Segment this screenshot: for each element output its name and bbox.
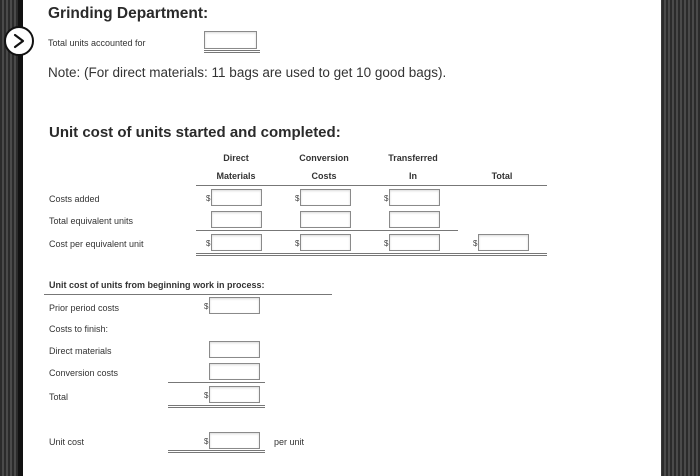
finish-rule (168, 382, 265, 383)
section-title-beginning-wip: Unit cost of units from beginning work in process: (49, 280, 265, 290)
cost-per-eq-dm-input[interactable] (211, 234, 262, 251)
row-label-unit-cost: Unit cost (49, 437, 85, 447)
dollar-sign: $ (384, 194, 389, 203)
prior-period-costs-input[interactable] (209, 297, 260, 314)
note-text: Note: (For direct materials: 11 bags are used to get 10 good bags). (48, 65, 447, 80)
row-label-conversion-costs: Conversion costs (49, 368, 119, 378)
total-double-rule (168, 405, 265, 408)
eq-units-dm-input[interactable] (211, 211, 262, 228)
row-label-direct-materials: Direct materials (49, 346, 112, 356)
row-label-cost-per-eq-unit: Cost per equivalent unit (49, 239, 144, 249)
dollar-sign: $ (206, 194, 211, 203)
col-header-conversion: Conversion (299, 153, 349, 163)
col-header-direct: Direct (223, 153, 249, 163)
dollar-sign: $ (473, 239, 478, 248)
dollar-sign: $ (295, 239, 300, 248)
cost-per-eq-double-rule (196, 253, 547, 256)
col-header-materials: Materials (216, 171, 256, 181)
eq-units-rule (196, 230, 458, 231)
unit-cost-input[interactable] (209, 432, 260, 449)
dollar-sign: $ (384, 239, 389, 248)
dollar-sign: $ (204, 302, 209, 311)
header-rule (196, 185, 547, 186)
unit-cost-double-rule (168, 450, 265, 453)
eq-units-cc-input[interactable] (300, 211, 351, 228)
row-label-total: Total (49, 392, 69, 402)
left-accent-bar (18, 0, 23, 476)
row-label-costs-added: Costs added (49, 194, 100, 204)
dollar-sign: $ (204, 391, 209, 400)
cost-per-eq-ti-input[interactable] (389, 234, 440, 251)
dollar-sign: $ (206, 239, 211, 248)
section-title-unit-cost: Unit cost of units started and completed: (49, 124, 341, 141)
right-border (662, 0, 700, 476)
department-title: Grinding Department: (48, 5, 209, 22)
col-header-in: In (409, 171, 417, 181)
finish-cc-input[interactable] (209, 363, 260, 380)
dollar-sign: $ (204, 437, 209, 446)
costs-added-dm-input[interactable] (211, 189, 262, 206)
costs-added-cc-input[interactable] (300, 189, 351, 206)
per-unit-label: per unit (274, 437, 305, 447)
total-units-label: Total units accounted for (48, 38, 146, 48)
row-label-prior-period-costs: Prior period costs (49, 303, 120, 313)
cost-per-eq-total-input[interactable] (478, 234, 529, 251)
next-arrow-button[interactable] (4, 26, 34, 56)
dollar-sign: $ (295, 194, 300, 203)
chevron-right-icon (12, 33, 26, 49)
finish-dm-input[interactable] (209, 341, 260, 358)
left-border (0, 0, 18, 476)
eq-units-ti-input[interactable] (389, 211, 440, 228)
col-header-costs: Costs (311, 171, 337, 181)
col-header-transferred: Transferred (388, 153, 438, 163)
beginning-total-input[interactable] (209, 386, 260, 403)
cost-per-eq-cc-input[interactable] (300, 234, 351, 251)
beginning-wip-rule (44, 294, 332, 295)
costs-added-ti-input[interactable] (389, 189, 440, 206)
row-label-costs-to-finish: Costs to finish: (49, 324, 109, 334)
total-units-underline (204, 50, 260, 53)
total-units-input[interactable] (204, 31, 257, 49)
row-label-total-eq-units: Total equivalent units (49, 216, 134, 226)
col-header-total: Total (491, 171, 513, 181)
